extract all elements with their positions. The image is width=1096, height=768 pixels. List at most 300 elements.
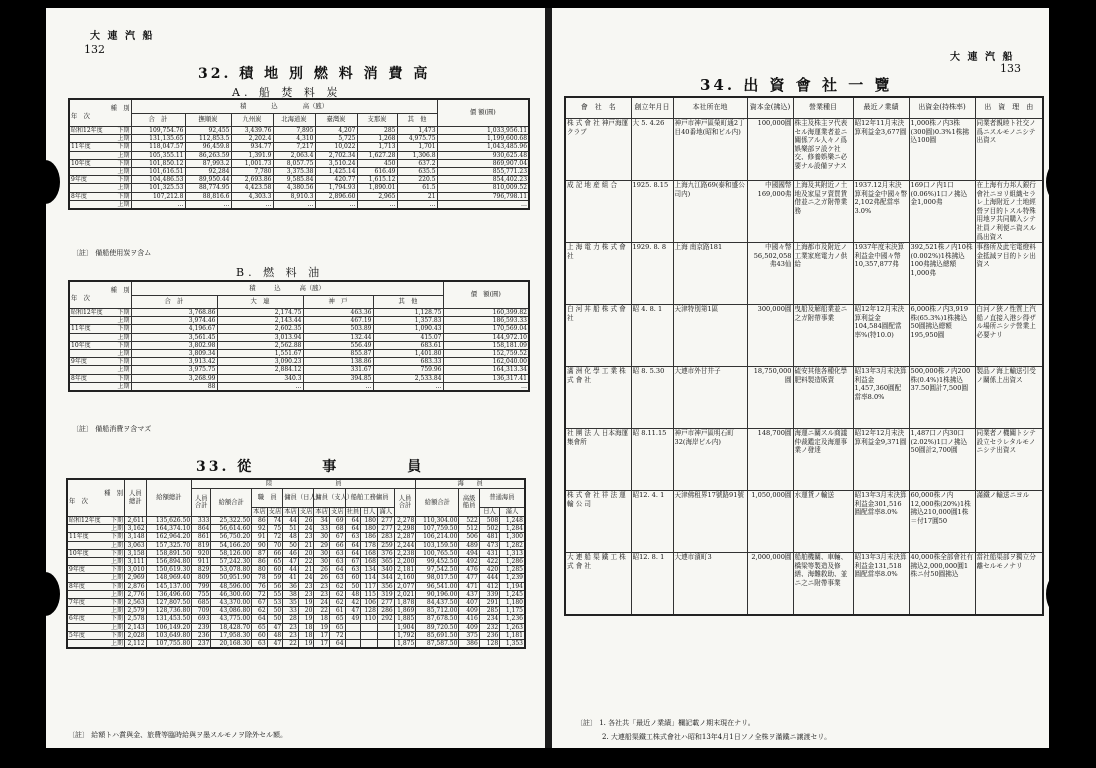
data-cell: 132.44: [303, 333, 373, 341]
data-cell: 103,649.80: [146, 631, 192, 639]
data-cell: 24: [298, 525, 314, 533]
value-cell: 930,625.48: [437, 151, 529, 159]
data-cell: 128,736.80: [146, 607, 192, 615]
half-label: 上期: [117, 135, 130, 143]
table-row: [69, 135, 529, 143]
data-cell: 1,904: [394, 623, 416, 631]
data-cell: 502: [479, 525, 499, 533]
table-row: [69, 127, 529, 135]
data-cell: [377, 640, 394, 649]
data-cell: 2,021: [394, 590, 416, 598]
data-cell: 3,802.98: [131, 341, 217, 349]
data-cell: 86: [252, 517, 268, 525]
data-cell: 3,111: [125, 558, 147, 566]
data-cell: 285: [479, 607, 499, 615]
company-business-cell: 硫安其他各種化學肥料製造販賣: [793, 367, 853, 429]
data-cell: 376: [377, 549, 394, 557]
company-capital-cell: 18,750,000圓: [747, 367, 793, 429]
data-cell: 54,166.20: [211, 541, 252, 549]
col-head-office: 本店: [284, 508, 297, 516]
data-cell: 84,437.50: [416, 599, 459, 607]
col-employee: 社員: [346, 508, 360, 516]
table-row: [69, 325, 529, 333]
data-cell: …: [231, 200, 273, 209]
page-number-right: 133: [1000, 62, 1021, 75]
data-cell: 2,244: [394, 541, 416, 549]
table-b-subtitle: B. 燃 料 油: [236, 266, 324, 279]
data-cell: 23: [283, 631, 299, 639]
value-header: 價 額(圓): [443, 281, 529, 309]
data-cell: 51: [283, 525, 299, 533]
company-business-cell: 上海及其附近ノ土地及家屋ヲ賣買賃借並ニ之ガ附帶業務: [793, 181, 853, 243]
half-label: 下期: [111, 549, 124, 557]
data-cell: 62: [329, 599, 345, 607]
data-cell: 4,207: [315, 127, 357, 135]
half-label: 下期: [111, 615, 124, 623]
data-cell: 26: [298, 517, 314, 525]
year-cell: [67, 582, 125, 590]
data-cell: 2,143: [125, 623, 147, 631]
right-page: [552, 8, 1049, 748]
data-cell: 2,965: [357, 192, 397, 200]
data-cell: 74: [267, 517, 283, 525]
data-cell: 180: [361, 525, 378, 533]
data-cell: 85,712.00: [416, 607, 459, 615]
data-cell: 92,284: [185, 168, 231, 176]
data-cell: 333: [192, 517, 211, 525]
section-32-title: 32. 積 地 別 燃 料 消 費 高: [198, 66, 431, 82]
year-cell: [69, 382, 131, 391]
data-cell: 75: [267, 525, 283, 533]
data-cell: 2,611: [125, 517, 147, 525]
value-cell: 152,759.52: [443, 350, 529, 358]
data-cell: 44: [283, 566, 299, 574]
data-cell: 1,263: [500, 623, 525, 631]
year-label: 9年度: [71, 176, 87, 184]
data-cell: 21: [298, 541, 314, 549]
subgroup-jp: 傭員（日人）: [283, 488, 314, 508]
data-cell: 2,896.60: [315, 192, 357, 200]
company-place-cell: 天津佛租界17號路91號: [673, 491, 747, 553]
company-business-cell: 上海都市及附近ノ工業家庭電力ノ供給: [793, 243, 853, 305]
data-cell: …: [217, 382, 303, 391]
year-label: 11年度: [69, 533, 89, 541]
data-cell: 67: [252, 599, 268, 607]
data-cell: 96,459.8: [185, 143, 231, 151]
data-cell: 220.5: [397, 176, 437, 184]
data-cell: 17: [314, 631, 330, 639]
data-cell: 25,322.50: [211, 517, 252, 525]
data-cell: 386: [459, 640, 479, 649]
data-cell: 76: [252, 582, 268, 590]
data-cell: 416: [459, 615, 479, 623]
data-cell: 101,616.51: [131, 168, 185, 176]
data-cell: 4,303.3: [231, 192, 273, 200]
data-cell: 69: [329, 517, 345, 525]
data-cell: 481: [479, 533, 499, 541]
data-cell: 63: [329, 558, 345, 566]
data-cell: 36: [283, 582, 299, 590]
company-invest-cell: 40,000株全部會社有拂込2,000,000圓1株ニ付50圓拂込: [909, 553, 975, 616]
company-reason-cell: 同業者ノ機關トシテ設立セラレタルモノニシテ出資ス: [975, 429, 1043, 491]
data-cell: 1,391.9: [231, 151, 273, 159]
half-label: 下期: [111, 582, 124, 590]
binder-hole: [1046, 572, 1076, 616]
data-cell: 138.86: [303, 358, 373, 366]
year-cell: [69, 317, 131, 325]
table-row: [69, 382, 529, 391]
data-cell: 64: [252, 615, 268, 623]
data-cell: 234: [479, 615, 499, 623]
data-cell: 1,284: [500, 525, 525, 533]
half-label: 下期: [117, 374, 130, 382]
company-invest-cell: 60,000株ノ内12,000株(20%)1株拂込210,000圓1株＝付17圓50: [909, 491, 975, 553]
data-cell: 23: [298, 590, 314, 598]
data-cell: 3,063: [125, 541, 147, 549]
data-cell: 394.85: [303, 374, 373, 382]
data-cell: 4,423.58: [231, 184, 273, 192]
data-cell: 64: [329, 566, 345, 574]
company-place-cell: 大連市濱町3: [673, 553, 747, 616]
data-cell: 3,975.75: [131, 366, 217, 374]
company-result-cell: 昭12年12月末決算利益金104,584圓配當率%(特10.0): [853, 305, 909, 367]
half-label: 下期: [117, 127, 130, 134]
data-cell: 80: [252, 566, 268, 574]
table-row: [69, 333, 529, 341]
year-label: 11年度: [71, 143, 91, 151]
col-sea-persons: 人員合計: [394, 488, 416, 516]
company-result-cell: 昭13年3月末決算利益金131,518圓配當率8.0%: [853, 553, 909, 616]
data-cell: 96,541.00: [416, 582, 459, 590]
company-date-cell: 昭 8. 5.30: [631, 367, 673, 429]
data-cell: 1,245: [500, 590, 525, 598]
column-header: 出資金(持株率): [909, 97, 975, 119]
company-date-cell: 大 5. 4.26: [631, 119, 673, 181]
data-cell: 156,894.80: [146, 558, 192, 566]
data-cell: 2,579: [125, 607, 147, 615]
year-cell: [67, 623, 125, 631]
column-header: 合 計: [131, 113, 185, 126]
data-cell: 109,754.76: [131, 127, 185, 135]
year-cell: [67, 599, 125, 607]
data-cell: 150,619.30: [146, 566, 192, 574]
year-cell: [67, 525, 125, 533]
data-cell: 3,510.24: [315, 159, 357, 167]
company-capital-cell: 148,700圓: [747, 429, 793, 491]
company-capital-cell: 300,000圓: [747, 305, 793, 367]
data-cell: 3,158: [125, 549, 147, 557]
half-label: 下期: [117, 176, 130, 184]
table-row: [67, 615, 525, 623]
year-cell: [69, 143, 131, 151]
data-cell: 158,891.50: [146, 549, 192, 557]
data-cell: 1,090.43: [373, 325, 443, 333]
data-cell: 128: [479, 640, 499, 649]
table-row: [565, 305, 1043, 367]
employees-table: [66, 478, 526, 649]
data-cell: 855.87: [303, 350, 373, 358]
data-cell: 829: [192, 566, 211, 574]
half-label: 上期: [117, 366, 130, 374]
data-cell: 431: [479, 549, 499, 557]
data-cell: 3,268.99: [131, 374, 217, 382]
data-cell: 1,313: [500, 549, 525, 557]
data-cell: 19: [314, 623, 330, 631]
data-cell: 489: [459, 541, 479, 549]
company-place-cell: 大連市外甘井子: [673, 367, 747, 429]
data-cell: 178: [361, 541, 378, 549]
data-cell: 4,310: [273, 135, 315, 143]
data-cell: 2,160: [394, 574, 416, 582]
col-total-persons: 人員總計: [125, 479, 147, 517]
year-label: 8年度: [69, 582, 85, 590]
data-cell: 3,148: [125, 533, 147, 541]
data-cell: 1,794.93: [315, 184, 357, 192]
data-cell: 2,533.84: [373, 374, 443, 382]
data-cell: 7,780: [231, 168, 273, 176]
data-cell: 48,596.00: [211, 582, 252, 590]
data-cell: 106,214.00: [416, 533, 459, 541]
value-cell: 186,593.33: [443, 317, 529, 325]
data-cell: 43,086.80: [211, 607, 252, 615]
data-cell: 50: [345, 582, 361, 590]
data-cell: 331.67: [303, 366, 373, 374]
data-cell: 1,885: [394, 615, 416, 623]
year-cell: [67, 607, 125, 615]
data-cell: [345, 631, 361, 639]
data-cell: 239: [192, 623, 211, 631]
table-b-note: 〔註〕 備船消費ヲ含マズ: [72, 425, 152, 433]
subgroup-cn: 傭員（支人）: [314, 488, 345, 508]
data-cell: 420: [479, 566, 499, 574]
half-label: 上期: [117, 317, 130, 325]
data-cell: 477: [459, 574, 479, 582]
data-cell: 20: [298, 607, 314, 615]
year-label: 8年度: [71, 192, 87, 200]
table-row: [67, 517, 525, 525]
data-cell: 344: [377, 574, 394, 582]
group-sea: 海 員: [416, 479, 525, 488]
data-cell: 55: [267, 590, 283, 598]
data-cell: 26: [314, 566, 330, 574]
data-cell: 145,137.00: [146, 582, 192, 590]
data-cell: 67: [329, 533, 345, 541]
data-cell: 2,278: [394, 517, 416, 525]
row-header-cell: [69, 99, 131, 127]
company-name-cell: 滿 洲 化 學 工 業 株 式 會 社: [565, 367, 631, 429]
data-cell: 3,375.38: [273, 168, 315, 176]
table-row: [69, 176, 529, 184]
data-cell: 2,884.12: [217, 366, 303, 374]
data-cell: 23: [314, 582, 330, 590]
data-cell: 114: [361, 574, 378, 582]
data-cell: 1,128.75: [373, 309, 443, 317]
year-label: 10年度: [71, 341, 91, 349]
data-cell: 99,452.50: [416, 558, 459, 566]
data-cell: 1,285: [500, 566, 525, 574]
data-cell: 64: [345, 541, 361, 549]
data-cell: 259: [377, 541, 394, 549]
group-header: 積 込 高（瓲）: [131, 281, 443, 295]
data-cell: 50: [267, 615, 283, 623]
half-label: 上期: [117, 382, 130, 390]
company-name-cell: 大 連 船 渠 鐵 工 株 式 會 社: [565, 553, 631, 616]
data-cell: 1,869: [394, 607, 416, 615]
data-cell: 53: [267, 599, 283, 607]
data-cell: [345, 623, 361, 631]
data-cell: 3,561.45: [131, 333, 217, 341]
company-name-cell: 株 式 會 社 祥 法 運 輸 公 司: [565, 491, 631, 553]
company-result-cell: 1937.12月末決算利益金中國々幣2,102弗配當率3.0%: [853, 181, 909, 243]
data-cell: 18: [298, 631, 314, 639]
data-cell: 87,587.50: [416, 640, 459, 649]
data-cell: 1,875: [394, 640, 416, 649]
data-cell: 1,890.01: [357, 184, 397, 192]
year-cell: [67, 631, 125, 639]
year-label: 昭和12年度: [71, 309, 103, 316]
data-cell: 64: [345, 525, 361, 533]
binder-hole: [30, 572, 60, 616]
data-cell: 104,486.53: [131, 176, 185, 184]
data-cell: 47: [267, 640, 283, 649]
subgroup-staff: 職 員: [252, 488, 283, 508]
data-cell: 106,149.20: [146, 623, 192, 631]
company-business-cell: 海運ニ關スル商議仲裁鑑定及海運事業ノ發達: [793, 429, 853, 491]
year-cell: [67, 558, 125, 566]
data-cell: 2,702.34: [315, 151, 357, 159]
half-label: 上期: [111, 558, 124, 566]
half-label: 下期: [117, 192, 130, 200]
data-cell: 101,325.53: [131, 184, 185, 192]
company-reason-cell: 製品ノ海上輸送引受ノ關係上出資ス: [975, 367, 1043, 429]
data-cell: 88,774.95: [185, 184, 231, 192]
data-cell: 107,759.50: [416, 525, 459, 533]
table-row: [69, 341, 529, 349]
company-capital-cell: 100,000圓: [747, 119, 793, 181]
data-cell: 3,809.34: [131, 350, 217, 358]
data-cell: 2,693.86: [231, 176, 273, 184]
column-header: 最近ノ業績: [853, 97, 909, 119]
data-cell: 506: [459, 533, 479, 541]
data-cell: 56,750.20: [211, 533, 252, 541]
data-cell: 48: [283, 533, 299, 541]
data-cell: 88: [131, 382, 217, 391]
data-cell: 277: [377, 525, 394, 533]
company-reason-cell: 在上海有力邦人銀行會社ニヨリ組織セラレ上海附近ノ土地經營ヲ目的トスル特殊用地ヲ共同購入シテ社員ノ利便ニ資スル爲出資ス: [975, 181, 1043, 243]
company-place-cell: 上海九江路69(泰和盛公司内): [673, 181, 747, 243]
data-cell: 508: [479, 517, 499, 525]
data-cell: 117: [361, 582, 378, 590]
table-a-note: 〔註〕 備船使用炭ヲ含ム: [72, 249, 152, 257]
half-label: 上期: [111, 590, 124, 598]
data-cell: 57,242.30: [211, 558, 252, 566]
data-cell: 20,168.30: [211, 640, 252, 649]
data-cell: 911: [192, 558, 211, 566]
table-row: [565, 119, 1043, 181]
data-cell: 503.89: [303, 325, 373, 333]
data-cell: 18,428.70: [211, 623, 252, 631]
company-capital-cell: 中國國幣169,000弗: [747, 181, 793, 243]
company-business-cell: 船舶機關、車輛、橋梁等製造及修繕、海難救助、並ニ之ニ附帶事業: [793, 553, 853, 616]
book-spine: [545, 8, 552, 748]
data-cell: 105,355.11: [131, 151, 185, 159]
data-cell: 2,174.75: [217, 309, 303, 317]
data-cell: 864: [192, 525, 211, 533]
data-cell: 67: [345, 558, 361, 566]
company-date-cell: 1925. 8.15: [631, 181, 673, 243]
column-header: 其 他: [397, 113, 437, 126]
group-header: 積 込 高（瓲）: [131, 99, 437, 113]
data-cell: 292: [377, 615, 394, 623]
table-row: [69, 317, 529, 325]
data-cell: 285: [357, 127, 397, 135]
data-cell: 56: [267, 582, 283, 590]
data-cell: 61: [329, 607, 345, 615]
column-header: 資本金(拂込): [747, 97, 793, 119]
data-cell: 65: [329, 615, 345, 623]
table-row: [69, 200, 529, 209]
col-jp: 日人: [361, 508, 378, 517]
table-row: [67, 582, 525, 590]
year-label: 5年度: [69, 631, 85, 639]
company-result-cell: 昭13年3月末決算利益金301,516圓配當率8.0%: [853, 491, 909, 553]
company-business-cell: 水運貨ノ輸送: [793, 491, 853, 553]
data-cell: 340: [377, 566, 394, 574]
col-jp: 日人: [479, 508, 499, 517]
year-label: 8年度: [71, 374, 87, 382]
data-cell: 18: [298, 623, 314, 631]
data-cell: 63: [252, 640, 268, 649]
data-cell: 110,304.00: [416, 517, 459, 525]
data-cell: 86: [252, 558, 268, 566]
column-header: 創立年月日: [631, 97, 673, 119]
col-head-office: 本店: [253, 508, 266, 516]
company-place-cell: 神戸市神戸區榮町通2丁目40番地(昭和ビル内): [673, 119, 747, 181]
data-cell: [361, 640, 378, 649]
year-cell: [69, 176, 131, 184]
data-cell: 87: [252, 549, 268, 557]
data-cell: 87,678.50: [416, 615, 459, 623]
year-cell: [67, 533, 125, 541]
column-header: 北海道炭: [273, 113, 315, 126]
column-header: 本社所在地: [673, 97, 747, 119]
data-cell: 17,958.30: [211, 631, 252, 639]
data-cell: 21: [397, 192, 437, 200]
data-cell: 148,969.40: [146, 574, 192, 582]
data-cell: 685: [192, 599, 211, 607]
data-cell: 50: [283, 541, 299, 549]
data-cell: 50,951.90: [211, 574, 252, 582]
data-cell: 61.5: [397, 184, 437, 192]
data-cell: 2,112: [125, 640, 147, 649]
data-cell: 46: [283, 549, 299, 557]
data-cell: …: [273, 200, 315, 209]
row-header-cell: [67, 479, 125, 517]
data-cell: 2,578: [125, 615, 147, 623]
data-cell: 17: [314, 640, 330, 649]
table-row: [69, 143, 529, 151]
data-cell: 237: [192, 640, 211, 649]
data-cell: 43,370.00: [211, 599, 252, 607]
company-reason-cell: 白河ノ狹ノ性質上汽船ノ直接入港シ得ザル場所ニシテ營業上必要ナリ: [975, 305, 1043, 367]
year-label: 10年度: [71, 159, 91, 167]
data-cell: 41: [283, 574, 299, 582]
data-cell: 19: [298, 599, 314, 607]
half-label: 上期: [111, 525, 124, 533]
data-cell: 463.36: [303, 309, 373, 317]
data-cell: 49: [345, 615, 361, 623]
company-invest-cell: 1,487口ノ内30口(2.02%)1口ノ拂込50圓計2,700圓: [909, 429, 975, 491]
